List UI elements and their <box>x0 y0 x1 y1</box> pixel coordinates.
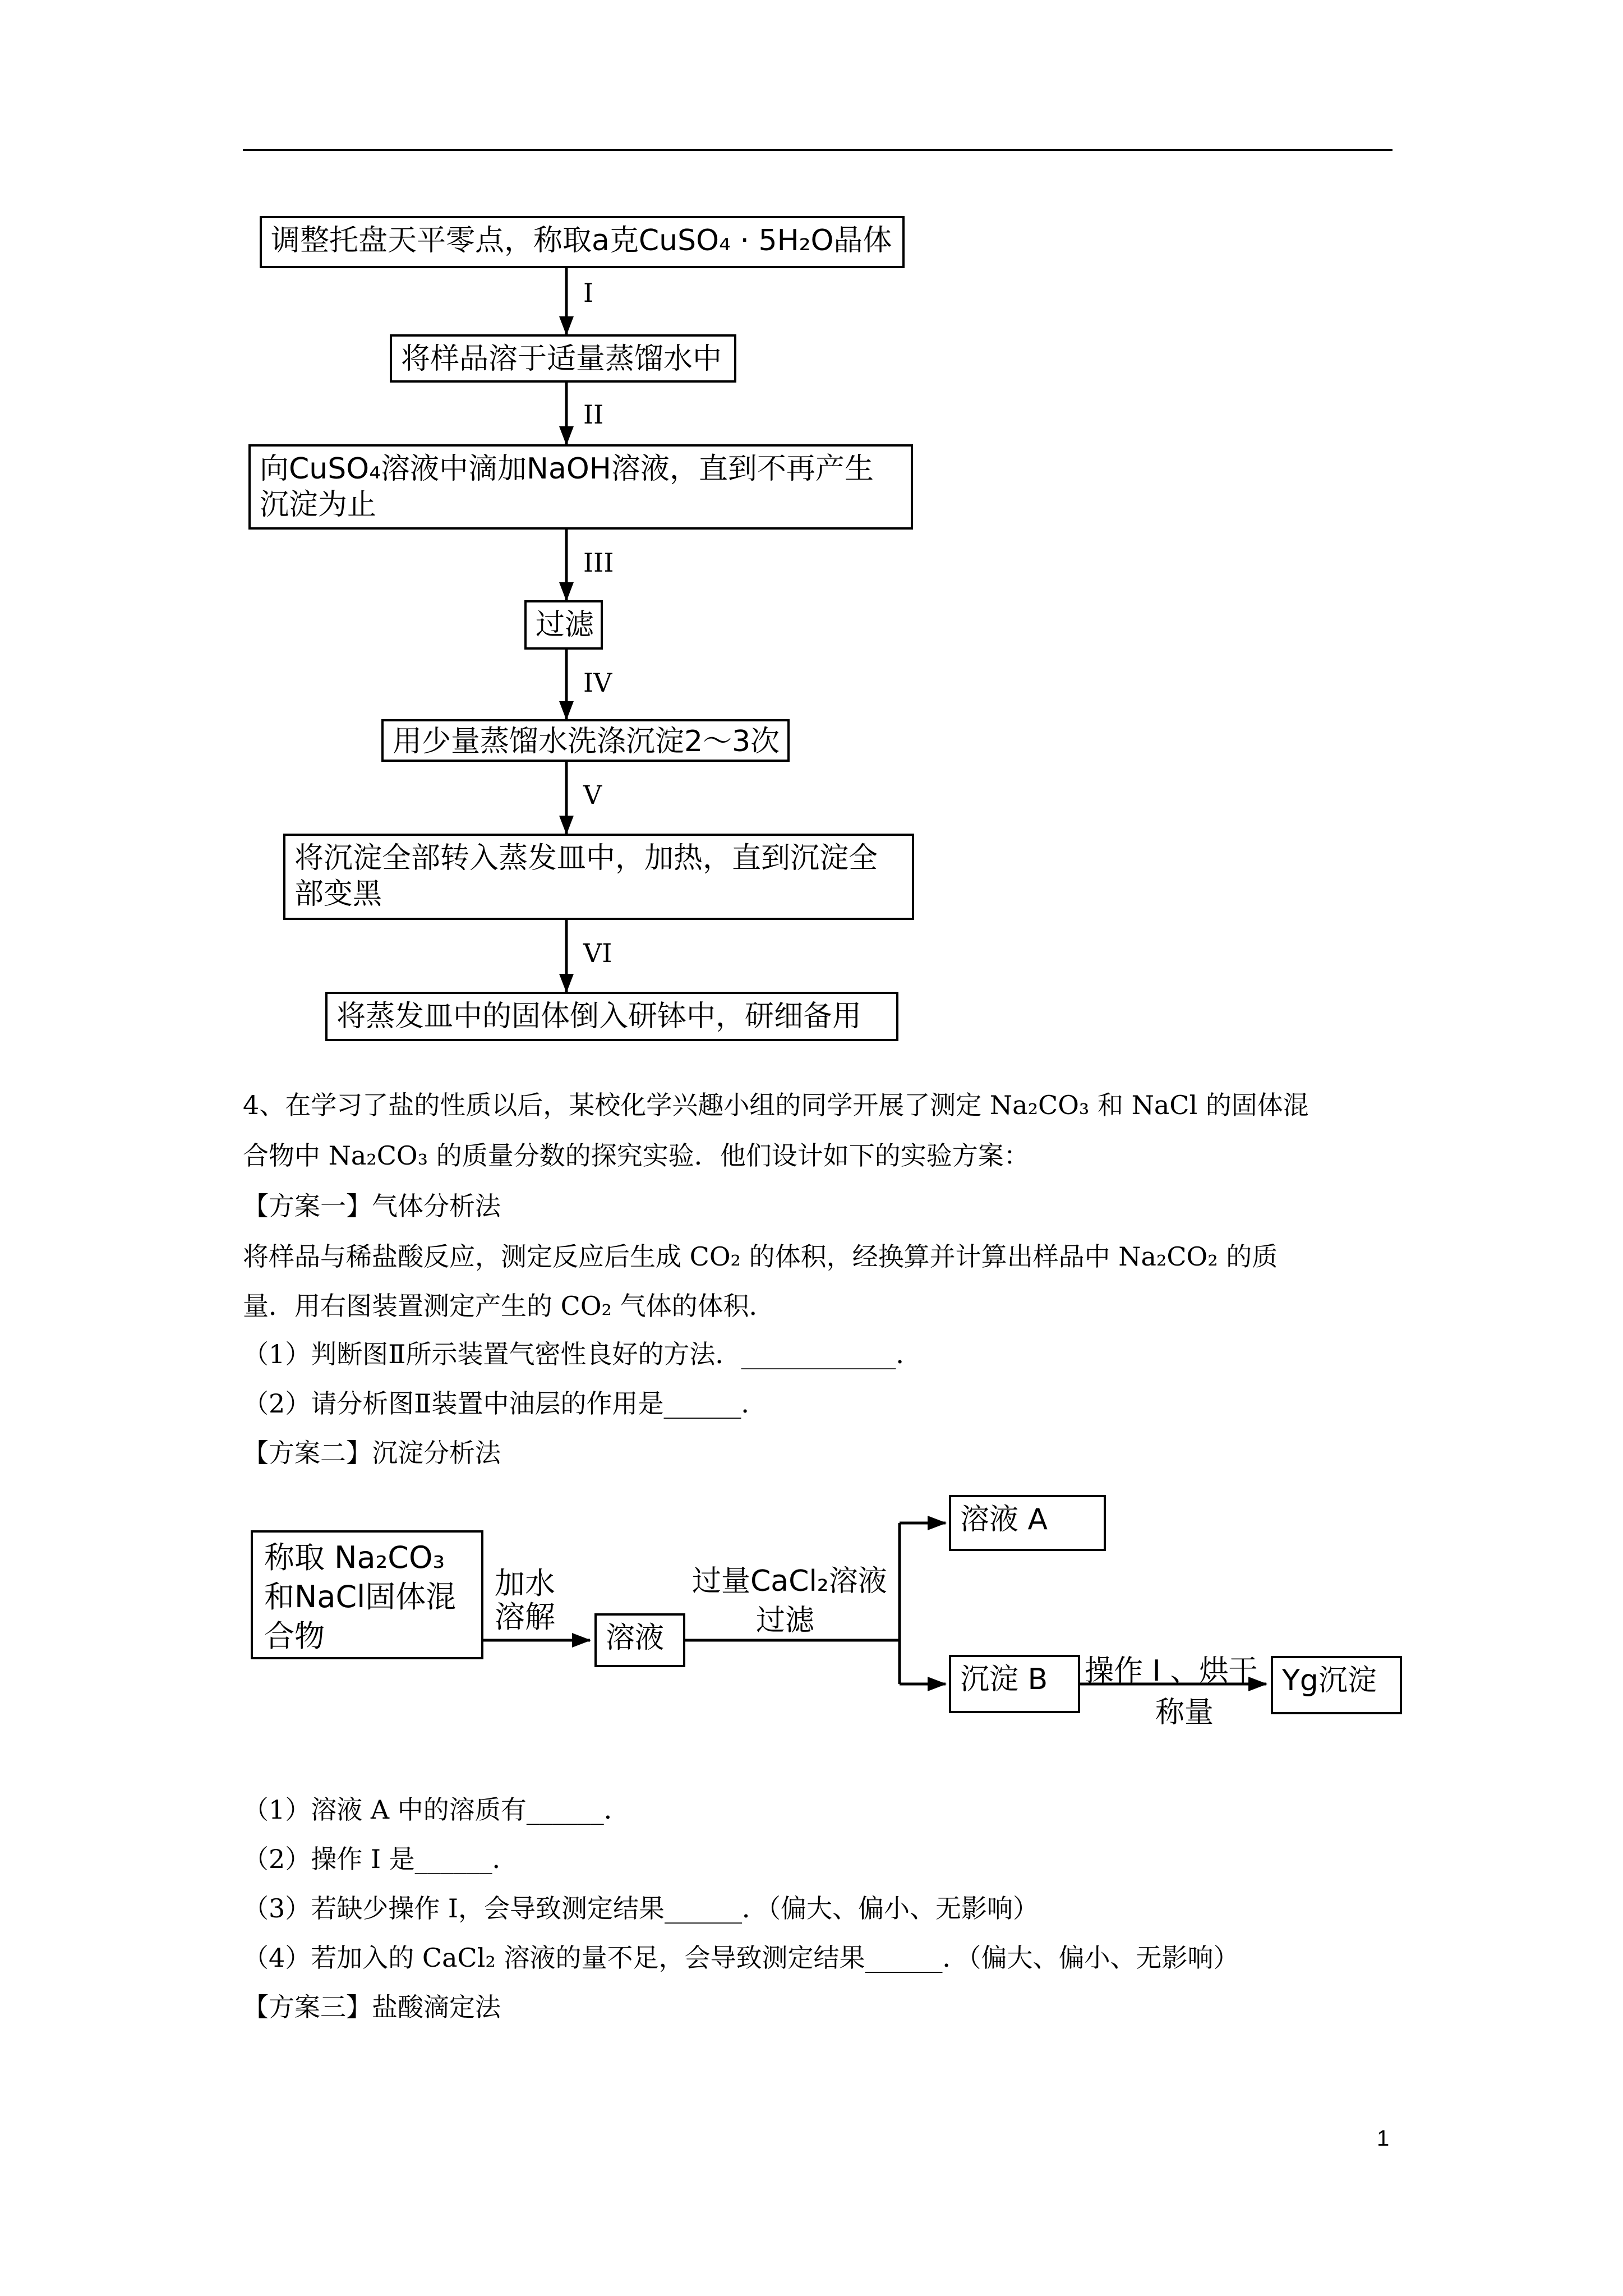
flow2-arrow2-bottom-label: 过滤 <box>756 1604 815 1637</box>
flow2-arrow1-top-label: 加水 <box>495 1566 555 1601</box>
flow2-arrow1-bottom-label: 溶解 <box>495 1599 555 1635</box>
plan3-title: 【方案三】盐酸滴定法 <box>243 1992 501 2022</box>
plan1-question-2: （2）请分析图Ⅱ装置中油层的作用是______． <box>243 1388 767 1419</box>
flow1-label-1: I <box>583 278 594 308</box>
plan2-question-1: （1）溶液 A 中的溶质有______． <box>243 1795 630 1825</box>
plan1-question-1: （1）判断图Ⅱ所示装置气密性良好的方法．____________． <box>243 1339 922 1369</box>
flow2-solution-box: 溶液 <box>594 1613 685 1667</box>
plan2-question-3: （3）若缺少操作 I，会导致测定结果______．（偏大、偏小、无影响） <box>243 1893 1039 1924</box>
plan2-question-4: （4）若加入的 CaCl₂ 溶液的量不足，会导致测定结果______．（偏大、偏小、无影响） <box>243 1943 1239 1973</box>
flow1-label-2: II <box>583 399 604 430</box>
flow1-step-3: 向CuSO₄溶液中滴加NaOH溶液，直到不再产生沉淀为止 <box>248 444 913 530</box>
flow2-final-box: Yg沉淀 <box>1271 1656 1402 1714</box>
flow1-label-6: VI <box>583 938 612 968</box>
flow1-step-2: 将样品溶于适量蒸馏水中 <box>390 334 736 383</box>
flow2-arrow2-top-label: 过量CaCl₂溶液 <box>692 1565 887 1598</box>
flow2-solution-a-box: 溶液 A <box>949 1495 1106 1551</box>
flow1-label-3: III <box>583 547 614 578</box>
plan1-title: 【方案一】气体分析法 <box>243 1191 501 1221</box>
plan1-line-2: 量．用右图装置测定产生的 CO₂ 气体的体积． <box>243 1291 775 1321</box>
flow1-step-7: 将蒸发皿中的固体倒入研钵中，研细备用 <box>325 992 898 1041</box>
plan2-question-2: （2）操作 I 是______． <box>243 1844 518 1874</box>
q4-intro-line-2: 合物中 Na₂CO₃ 的质量分数的探究实验．他们设计如下的实验方案： <box>243 1140 1030 1171</box>
plan1-line-1: 将样品与稀盐酸反应，测定反应后生成 CO₂ 的体积，经换算并计算出样品中 Na₂CO₂ 的质 <box>243 1241 1278 1272</box>
flow2-start-box: 称取 Na₂CO₃ 和NaCl固体混合物 <box>251 1530 483 1659</box>
flow1-label-4: IV <box>583 668 612 698</box>
flow2-arrow3-top-label: 操作 I 、烘干 <box>1085 1654 1258 1688</box>
page-number: 1 <box>1377 2126 1390 2151</box>
flow1-step-5: 用少量蒸馏水洗涤沉淀2～3次 <box>381 719 790 762</box>
flow2-precipitate-b-box: 沉淀 B <box>949 1655 1080 1713</box>
q4-intro-line-1: 4、在学习了盐的性质以后，某校化学兴趣小组的同学开展了测定 Na₂CO₃ 和 NaCl 的固体混 <box>243 1090 1309 1120</box>
flow2-arrow3-bottom-label: 称量 <box>1155 1696 1214 1729</box>
flow1-step-4: 过滤 <box>524 600 603 650</box>
flow1-step-6: 将沉淀全部转入蒸发皿中，加热，直到沉淀全部变黑 <box>283 834 914 920</box>
plan2-title: 【方案二】沉淀分析法 <box>243 1438 501 1468</box>
flow1-label-5: V <box>583 780 602 810</box>
flow1-step-1: 调整托盘天平零点，称取a克CuSO₄ · 5H₂O晶体 <box>260 216 905 268</box>
